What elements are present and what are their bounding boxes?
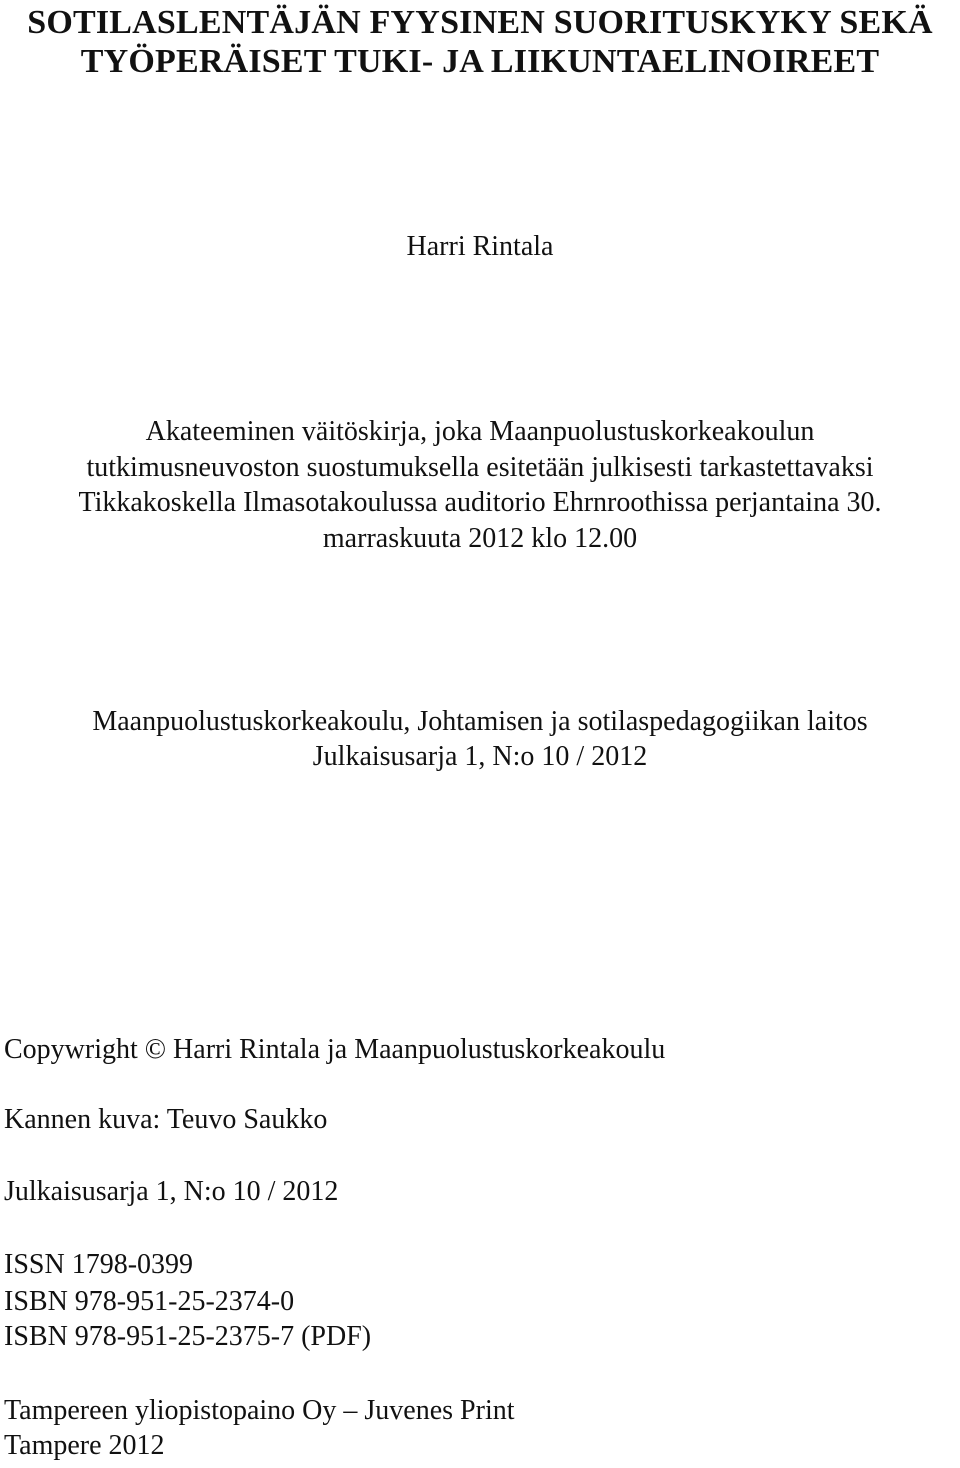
cover-photo-credit: Kannen kuva: Teuvo Saukko (4, 1104, 328, 1135)
printer-line: Tampereen yliopistopaino Oy – Juvenes Print (4, 1395, 515, 1426)
series-line: Julkaisusarja 1, N:o 10 / 2012 (4, 1176, 339, 1207)
place-year-line: Tampere 2012 (4, 1430, 165, 1461)
isbn-pdf-line: ISBN 978-951-25-2375-7 (PDF) (4, 1321, 372, 1352)
dissertation-line-3: Tikkakoskella Ilmasotakoulussa auditorio Ehrnroothissa perjantaina 30. (78, 487, 882, 518)
author-name: Harri Rintala (406, 231, 554, 262)
dissertation-line-1: Akateeminen väitöskirja, joka Maanpuolustuskorkeakoulun (145, 416, 815, 447)
issn-line: ISSN 1798-0399 (4, 1249, 194, 1280)
dissertation-line-4: marraskuuta 2012 klo 12.00 (322, 523, 638, 554)
institution-line-1: Maanpuolustuskorkeakoulu, Johtamisen ja sotilaspedagogiikan laitos (92, 706, 868, 737)
dissertation-line-2: tutkimusneuvoston suostumuksella esitetään julkisesti tarkastettavaksi (86, 452, 874, 483)
title-line-1: SOTILASLENTÄJÄN FYYSINEN SUORITUSKYKY SEKÄ (27, 4, 933, 41)
copyright-line: Copywright © Harri Rintala ja Maanpuolustuskorkeakoulu (4, 1034, 666, 1065)
isbn-print-line: ISBN 978-951-25-2374-0 (4, 1286, 295, 1317)
institution-line-2: Julkaisusarja 1, N:o 10 / 2012 (312, 741, 648, 772)
title-line-2: TYÖPERÄISET TUKI- JA LIIKUNTAELINOIREET (80, 43, 880, 80)
